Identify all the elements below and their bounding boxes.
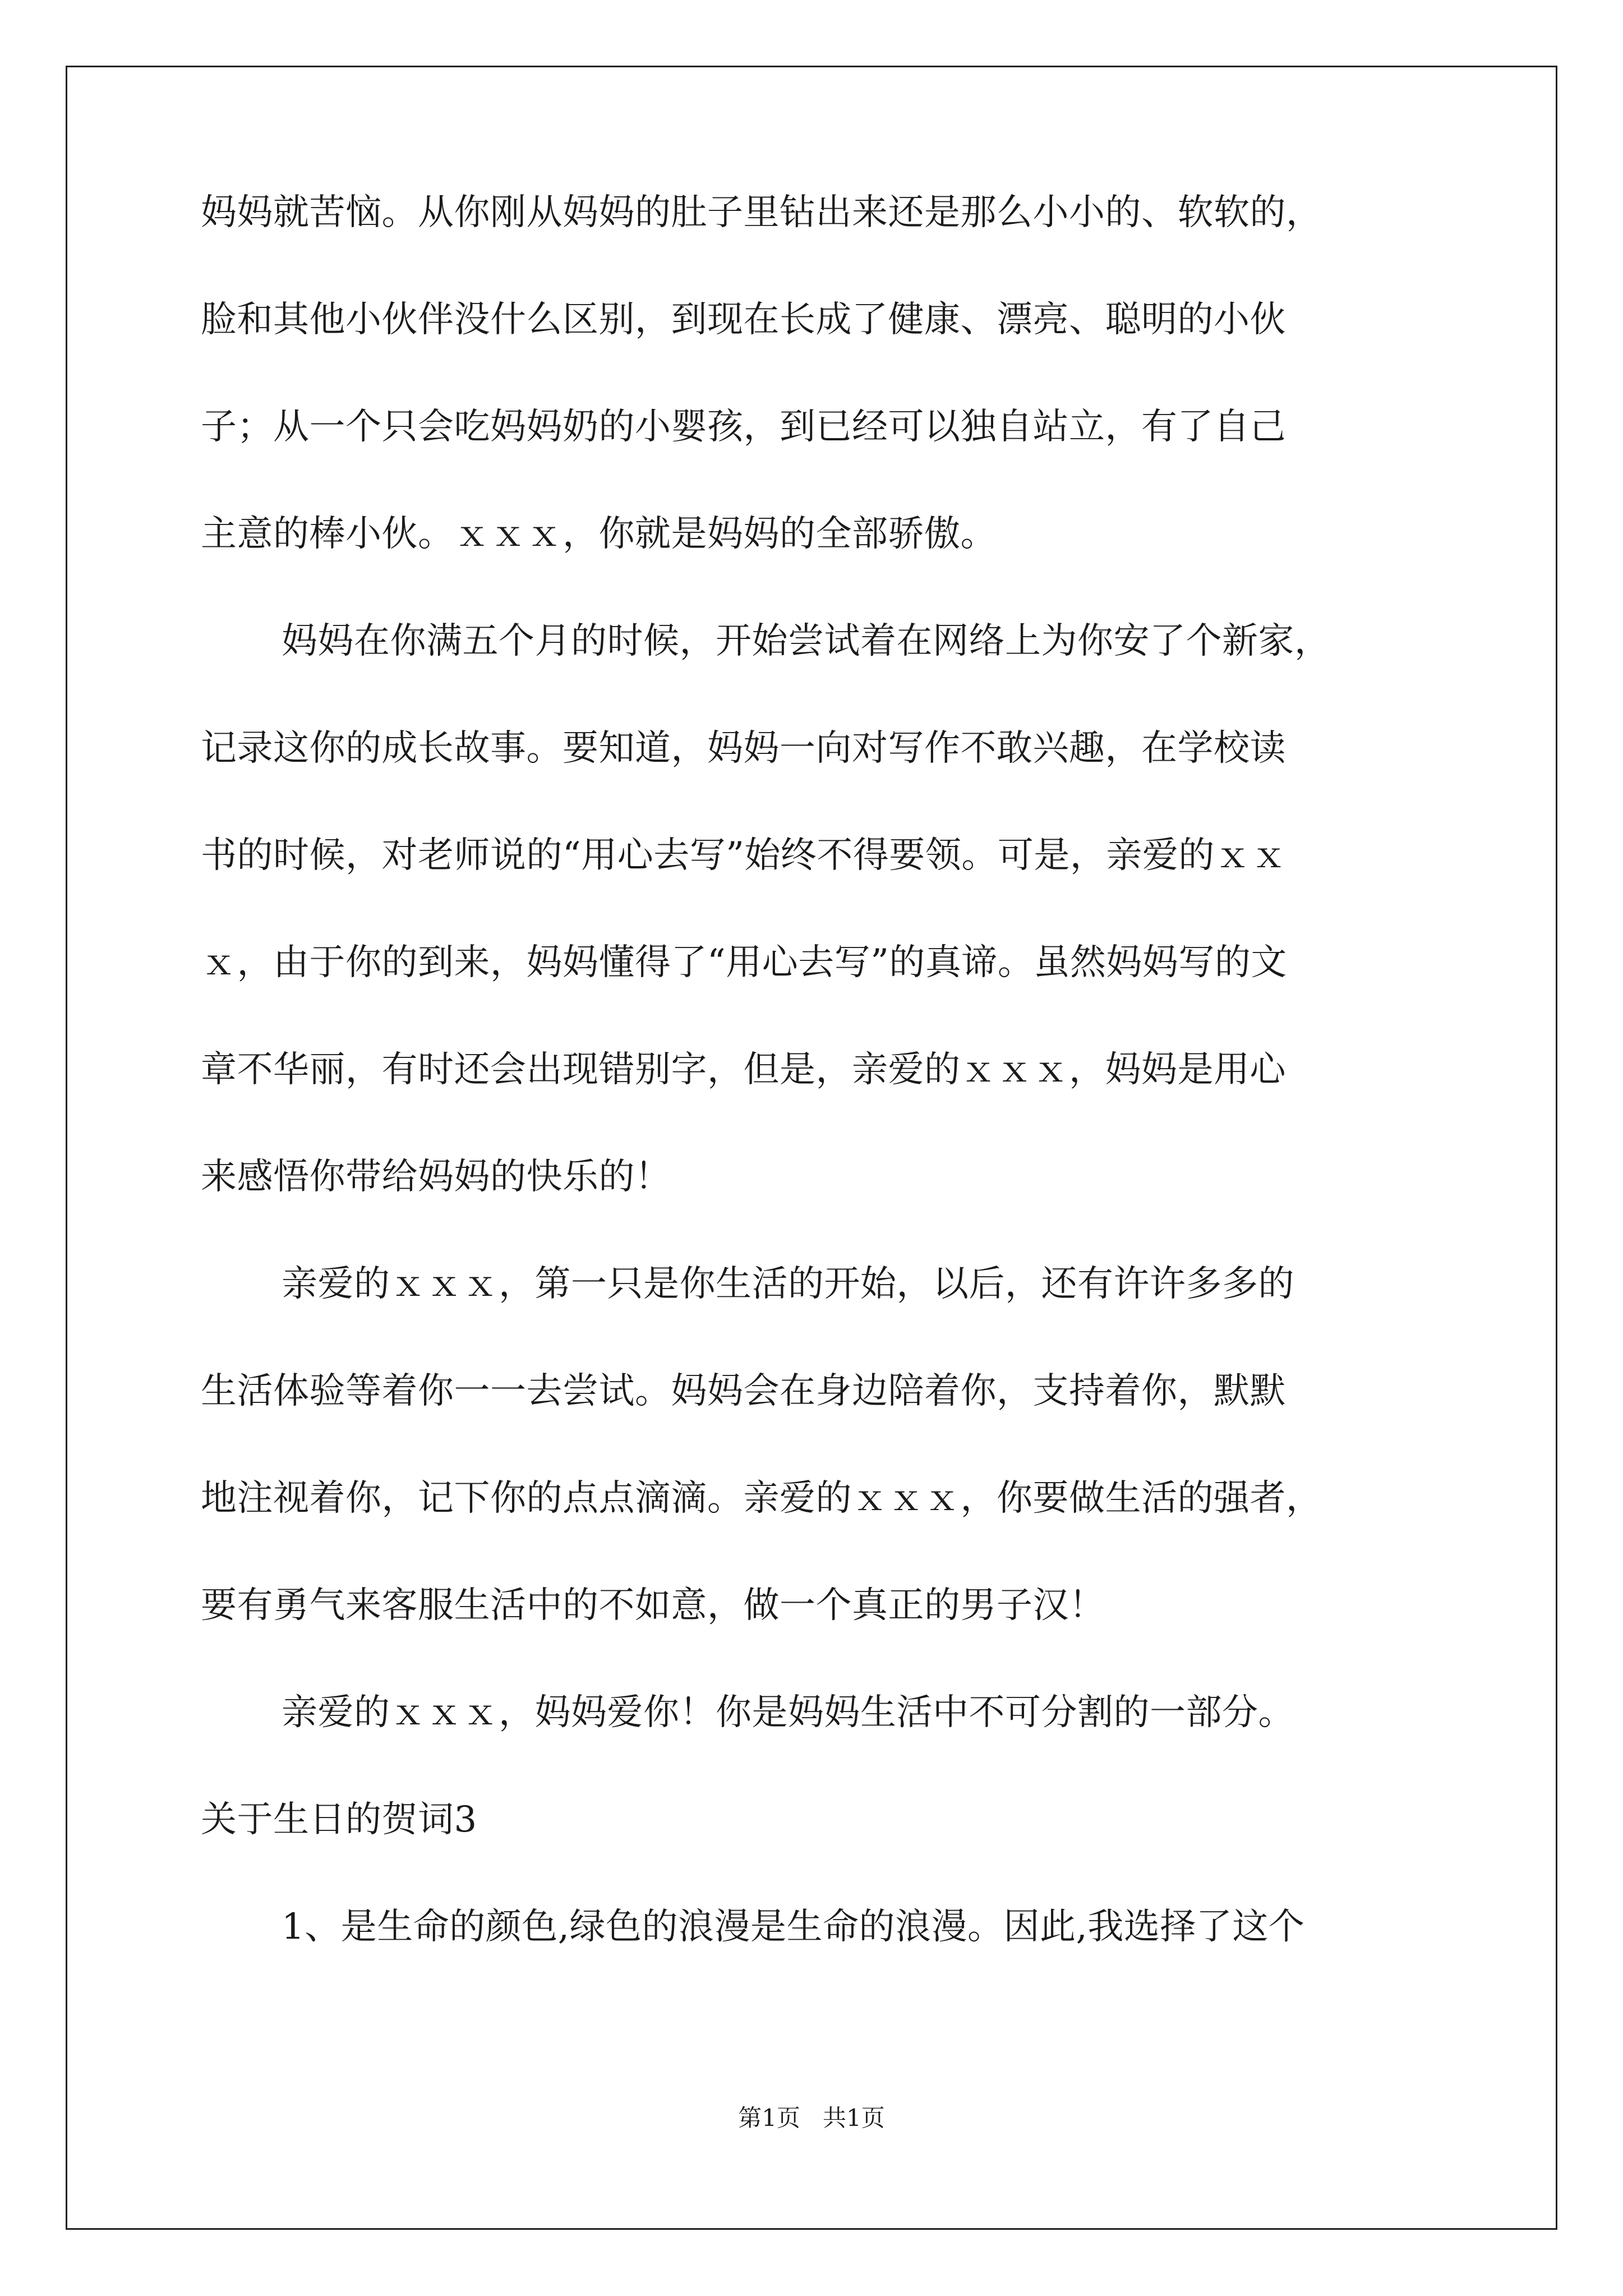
paragraph-line: 章不华丽，有时还会出现错别字，但是，亲爱的ｘｘｘ，妈妈是用心 bbox=[201, 1049, 1286, 1091]
section-heading: 关于生日的贺词3 bbox=[201, 1799, 477, 1841]
paragraph-first-line: 妈妈在你满五个月的时候，开始尝试着在网络上为你安了个新家， bbox=[282, 620, 1331, 662]
paragraph-line: 妈妈就苦恼。从你刚从妈妈的肚子里钻出来还是那么小小的、软软的， bbox=[201, 192, 1322, 233]
paragraph-first-line: 亲爱的ｘｘｘ，妈妈爱你！你是妈妈生活中不可分割的一部分。 bbox=[282, 1692, 1294, 1733]
paragraph-line: 记录这你的成长故事。要知道，妈妈一向对写作不敢兴趣，在学校读 bbox=[201, 728, 1286, 769]
paragraph-line: 要有勇气来客服生活中的不如意，做一个真正的男子汉！ bbox=[201, 1585, 1105, 1626]
paragraph-line: 来感悟你带给妈妈的快乐的！ bbox=[201, 1156, 671, 1198]
paragraph-line: 主意的棒小伙。ｘｘｘ，你就是妈妈的全部骄傲。 bbox=[201, 513, 997, 555]
paragraph-line: 脸和其他小伙伴没什么区别，到现在长成了健康、漂亮、聪明的小伙 bbox=[201, 299, 1286, 341]
paragraph-line: 子；从一个只会吃妈妈奶的小婴孩，到已经可以独自站立，有了自己 bbox=[201, 406, 1286, 448]
paragraph-line: ｘ，由于你的到来，妈妈懂得了“用心去写”的真谛。虽然妈妈写的文 bbox=[201, 942, 1287, 983]
page-footer: 第1页 共1页 bbox=[738, 2104, 885, 2132]
paragraph-line: 地注视着你，记下你的点点滴滴。亲爱的ｘｘｘ，你要做生活的强者， bbox=[201, 1478, 1322, 1519]
paragraph-first-line: 1、是生命的颜色,绿色的浪漫是生命的浪漫。因此,我选择了这个 bbox=[282, 1906, 1305, 1948]
paragraph-first-line: 亲爱的ｘｘｘ，第一只是你生活的开始，以后，还有许许多多的 bbox=[282, 1263, 1294, 1305]
paragraph-line: 书的时候，对老师说的“用心去写”始终不得要领。可是，亲爱的ｘｘ bbox=[201, 835, 1287, 876]
paragraph-line: 生活体验等着你一一去尝试。妈妈会在身边陪着你，支持着你，默默 bbox=[201, 1370, 1286, 1412]
